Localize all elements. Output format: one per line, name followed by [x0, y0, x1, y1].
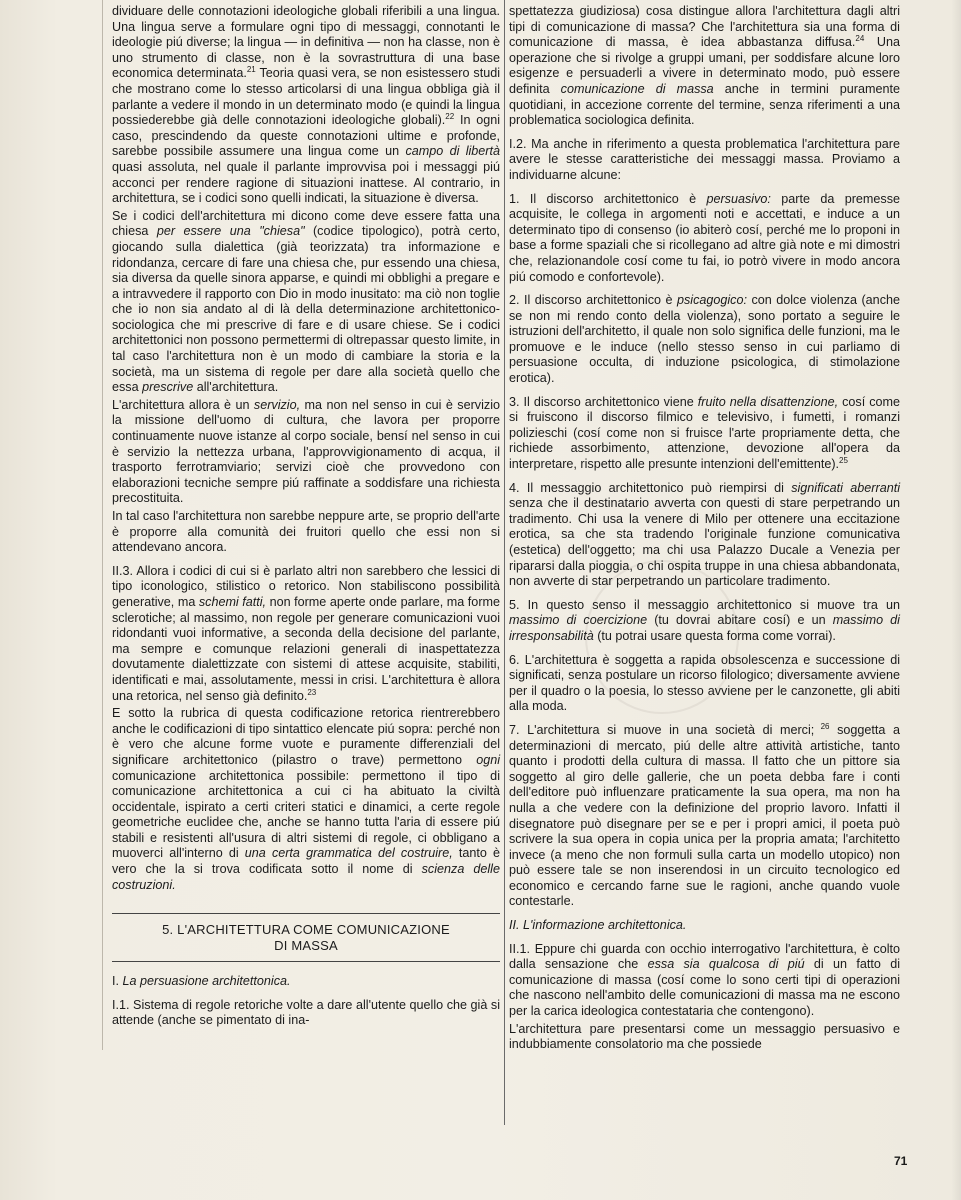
subheading-text: La persuasione architettonica.: [122, 974, 291, 989]
section-heading: [112, 913, 500, 962]
paragraph: [509, 395, 900, 473]
italic-text: comunicazione di massa: [560, 81, 714, 96]
italic-text: ogni: [476, 752, 500, 767]
text-run: II.1. Eppure chi guarda con occhio interrogativo l'architettura, è colto dalla sensazione che: [509, 941, 900, 972]
paragraph: [509, 723, 900, 910]
italic-text: essa sia qualcosa di piú: [647, 957, 805, 972]
paragraph: [112, 998, 500, 1029]
paragraph: [112, 4, 500, 207]
text-run: (codice tipologico), potrà certo, giocando sulla dialettica (già teorizzata) tra informazione e ridondanza, cercare di fare una chiesa che, pur essendo una chiesa, sia diversa da quelle sinora apparse, e quindi mi obblighi a pregare e a intravvedere il rapporto con Dio in modo inusitato: ma ciò non toglie che io non sia andato al di là della determinazione architettonico-sociologica che mi prescrive di fare e di usare chiese. Se i codici architettonici non possono permettermi di oltrepassar questo limite, in tal caso l'architettura non è un modo di cambiare la storia e la società, ma un sistema di regole per dare alla società quello che essa: [112, 224, 501, 395]
text-run: parte da premesse acquisite, le collega in argomenti noti e accettati, e induce a un determinato tipo di consenso (io abiterò cosí, perché me lo proponi in base a forme spaziali che si ricollegano ad altre già note e mi dimostri che, relazionandole cosí come tu fai, io potrò vivere in modo ancora piú comodo e confortevole).: [509, 191, 900, 284]
paragraph: [509, 4, 900, 129]
text-run: In ogni caso, prescindendo da queste connotazioni ultime e profonde, sarebbe possibile assumere una lingua come un: [112, 113, 501, 159]
italic-text: fruito nella disattenzione,: [697, 394, 839, 409]
text-run: In tal caso l'architettura non sarebbe neppure arte, se proprio dell'arte è proporre alla comunità dei fruitori quello che essi non si attendevano ancora.: [112, 509, 500, 555]
paragraph: [509, 598, 900, 645]
paragraph: [112, 564, 500, 704]
italic-text: persuasivo:: [706, 191, 771, 206]
footnote-ref: 25: [839, 455, 848, 465]
italic-text: per essere una "chiesa": [156, 224, 305, 239]
text-run: 5. In questo senso il messaggio architettonico si muove tra un: [509, 597, 900, 612]
italic-text: prescrive: [142, 380, 194, 395]
italic-text: una certa grammatica del costruire,: [244, 846, 453, 861]
italic-text: significati aberranti: [791, 480, 900, 495]
text-run: 4. Il messaggio architettonico può riempirsi di: [509, 480, 792, 495]
subheading: [112, 974, 500, 990]
footnote-ref: 23: [307, 687, 317, 697]
subheading: [509, 918, 900, 934]
subheading-number: II.: [509, 918, 523, 933]
text-run: ma non nel senso in cui è servizio la missione dell'uomo di cultura, che lavora per proporre continuamente nuove istanze al corpo sociale, bensí nel senso in cui è servizio la nettezza urbana, l'approvvigionamento di acqua, il trasporto ferrotramviario; servizi cioè che provvedono con elaborazioni tecniche sempre piú raffinate a soddisfare una richiesta precostituita.: [112, 397, 500, 506]
text-run: 7. L'architettura si muove in una società di merci;: [509, 722, 815, 737]
text-run: II.3. Allora i codici di cui si è parlato altri non sarebbero che lessici di tipo iconologico, stilistico o retorico. Non stabiliscono possibilità generative, ma: [112, 563, 500, 609]
gutter-edge: [102, 0, 103, 1050]
text-run: quasi assoluta, nel quale il parlante improvvisa poi i messaggi piú acconci per rendere ragione di situazioni inattese. Al contrario, in architettura, se i codici sono quelli indicati, la situazione è diversa.: [112, 159, 500, 206]
paragraph: [509, 1022, 900, 1053]
text-run: E sotto la rubrica di questa codificazione retorica rientrerebbero anche le codificazioni di tipo sintattico elencate piú sopra: perché non è vero che alcune forme vuote e puramente differenziali del significare architettonico (pilastro o trave) permettono: [112, 706, 500, 767]
section-heading-line: DI MASSA: [274, 938, 338, 954]
column-divider: [504, 0, 505, 1125]
paragraph: [509, 192, 900, 286]
paragraph: [112, 209, 500, 396]
text-run: cosí come si fruiscono il discorso filmico e televisivo, i fumetti, i romanzi polizieschi (cosí come non si fruisce l'arte propriamente detta, che richiede assorbimento, attenzione, devozione all'opera da interpretare, rispetto alle presunte intenzioni dell'emittente).: [509, 394, 901, 472]
italic-text: scienza delle costruzioni.: [112, 862, 500, 892]
text-run: I.2. Ma anche in riferimento a questa problematica l'architettura pare avere le stesse caratteristiche dei messaggi massa. Proviamo a individuarne alcune:: [509, 136, 900, 182]
text-run: all'architettura.: [193, 380, 279, 395]
text-run: di un fatto di comunicazione di massa (cosí come lo sono certi tipi di operazioni che nascono nell'ambito delle comunicazioni di massa ma ne escono per la carica ideologica contestataria che contengono).: [509, 957, 901, 1019]
text-run: spettatezza giudiziosa) cosa distingue allora l'architettura dagli altri tipi di comunicazione di massa? Che l'architettura sia una forma di comunicazione di massa, è idea abbastanza diffusa.: [509, 4, 900, 50]
italic-text: massimo di irresponsabilità: [509, 613, 900, 643]
text-run: Se i codici dell'architettura mi dicono come deve essere fatta una chiesa: [112, 208, 500, 239]
text-run: non forme aperte onde parlare, ma forme sclerotiche; al massimo, non regole per generare comunicazioni vuoi ridondanti vuoi informative, a seconda della decisione del parlante, ma sempre e comunque relazioni generali di inaspettatezza dovutamente dialettizzate con sistemi di attese acquisite, stabiliti, identificati e mai, assolutamente, messi in crisi. L'architettura è allora una retorica, nel senso già definito.: [112, 594, 501, 703]
paragraph: [509, 942, 900, 1020]
italic-text: schemi fatti,: [198, 594, 267, 609]
left-column: [112, 4, 500, 1031]
text-run: con dolce violenza (anche se non mi rendo conto della violenza), sono portato a seguire le istruzioni dell'architetto, il quale non solo significa delle funzioni, ma le promuove e le induce (nello stesso senso in cui parliamo di persuasione occulta, di induzione psicologica, di stimolazione erotica).: [509, 293, 900, 386]
text-run: (tu potrai usare questa forma come vorrai).: [593, 628, 836, 643]
italic-text: psicagogico:: [676, 293, 747, 308]
paragraph: [509, 481, 900, 590]
footnote-ref: 26: [814, 721, 830, 731]
paragraph: [509, 653, 900, 715]
right-column: [509, 4, 900, 1055]
subheading-text: L'informazione architettonica.: [523, 918, 687, 933]
text-run: L'architettura pare presentarsi come un messaggio persuasivo e indubbiamente consolatorio ma che possiede: [509, 1021, 900, 1052]
text-run: I.1. Sistema di regole retoriche volte a dare all'utente quello che già si attende (anche se pimentato di ina-: [112, 997, 500, 1028]
text-run: 1. Il discorso architettonico è: [509, 191, 707, 206]
text-run: Una operazione che si rivolge a gruppi umani, per soddisfare alcune loro esigenze e persuaderli a vivere in determinato modo, può essere definita: [509, 35, 900, 96]
italic-text: campo di libertà: [405, 144, 501, 159]
text-run: 2. Il discorso architettonico è: [509, 293, 677, 308]
text-run: soggetta a determinazioni di mercato, piú delle altre attività artistiche, tanto quanto i prodotti della cultura di massa. Il fatto che un pittore sia soggetto al giro delle gallerie, che un poeta debba fare i conti dell'editore può influenzare praticamente la sua opera, ma non ha nulla a che vedere con la definizione del proprio lavoro. Infatti il disegnatore può disegnare per se e per i propri amici, il poeta può scrivere la sua opera in copia unica per la propria amata; l'architetto invece (a meno che non formuli sulla carta un modello utopico) non può essere tale se non inserendosi in un circuito tecnologico ed economico e cercando farne sue le ragioni, anche quando vuole contestarle.: [509, 722, 900, 909]
text-run: tanto è vero che la si trova codificata sotto il nome di: [112, 846, 500, 877]
text-run: L'architettura allora è un: [112, 397, 254, 412]
footnote-ref: 24: [855, 34, 865, 43]
italic-text: servizio,: [253, 397, 301, 412]
paragraph: [112, 509, 500, 556]
text-run: comunicazione architettonica possibile: permettono il tipo di comunicazione architettonica a cui ci ha abituato la civiltà occidentale, ispirato a certi criteri statici e dinamici, a certe regole geometriche euclidee che, anche se hanno tutta l'aria di essere piú stabili e resistenti all'usura di altri sistemi di regole, ci obbligano a muoverci all'interno di: [112, 768, 500, 861]
page-edge-shadow: [951, 0, 961, 1200]
subheading-number: I.: [112, 974, 123, 989]
paragraph: [509, 293, 900, 387]
paragraph: [112, 398, 500, 507]
italic-text: massimo di coercizione: [509, 613, 648, 628]
footnote-ref: 22: [445, 111, 455, 121]
text-run: (tu dovrai abitare cosí) e un: [647, 613, 833, 628]
footnote-ref: 21: [246, 65, 256, 75]
text-run: Teoria quasi vera, se non esistessero studi che mostrano come lo stesso articolarsi di una lingua obbliga già il parlante a vedere il mondo in un determinato modo (e quindi la lingua possiederebbe già delle connotazioni ideologiche globali).: [112, 66, 501, 128]
text-run: 6. L'architettura è soggetta a rapida obsolescenza e successione di significati, senza postulare un ricorso filologico; diversamente avviene per il quadro o la poesia, lo stesso avviene per le canzonette, gli abiti alla moda.: [509, 652, 900, 714]
text-run: dividuare delle connotazioni ideologiche globali riferibili a una lingua. Una lingua serve a formulare ogni tipo di messaggi, connotanti le ideologie piú diverse; la lingua — in definitiva — non ha classe, non è uno strumento di classe, non è la sovrastruttura di una base economica determinata.: [112, 4, 500, 81]
text-run: senza che il destinatario avverta con questi di stare perpetrando un tradimento. Chi usa la venere di Milo per ottenere una eccitazione erotica, sa che sta tradendo l'originale funzione comunicativa (estetica) dell'oggetto; ma chi usa Palazzo Ducale a Venezia per ripararsi dalla pioggia, o chi ospita truppe in una chiesa abbandonata, non avverte di star perpetrando un particolare tradimento.: [509, 496, 900, 589]
paragraph: [112, 706, 500, 893]
paragraph: [509, 137, 900, 184]
section-heading-line: 5. L'ARCHITETTURA COME COMUNICAZIONE: [162, 922, 450, 938]
text-run: anche in termini puramente quotidiani, in accezione corrente del termine, senza riferimenti a una problematica sociologica definita.: [509, 81, 901, 128]
text-run: 3. Il discorso architettonico viene: [509, 394, 698, 409]
page-number: 71: [894, 1154, 908, 1168]
